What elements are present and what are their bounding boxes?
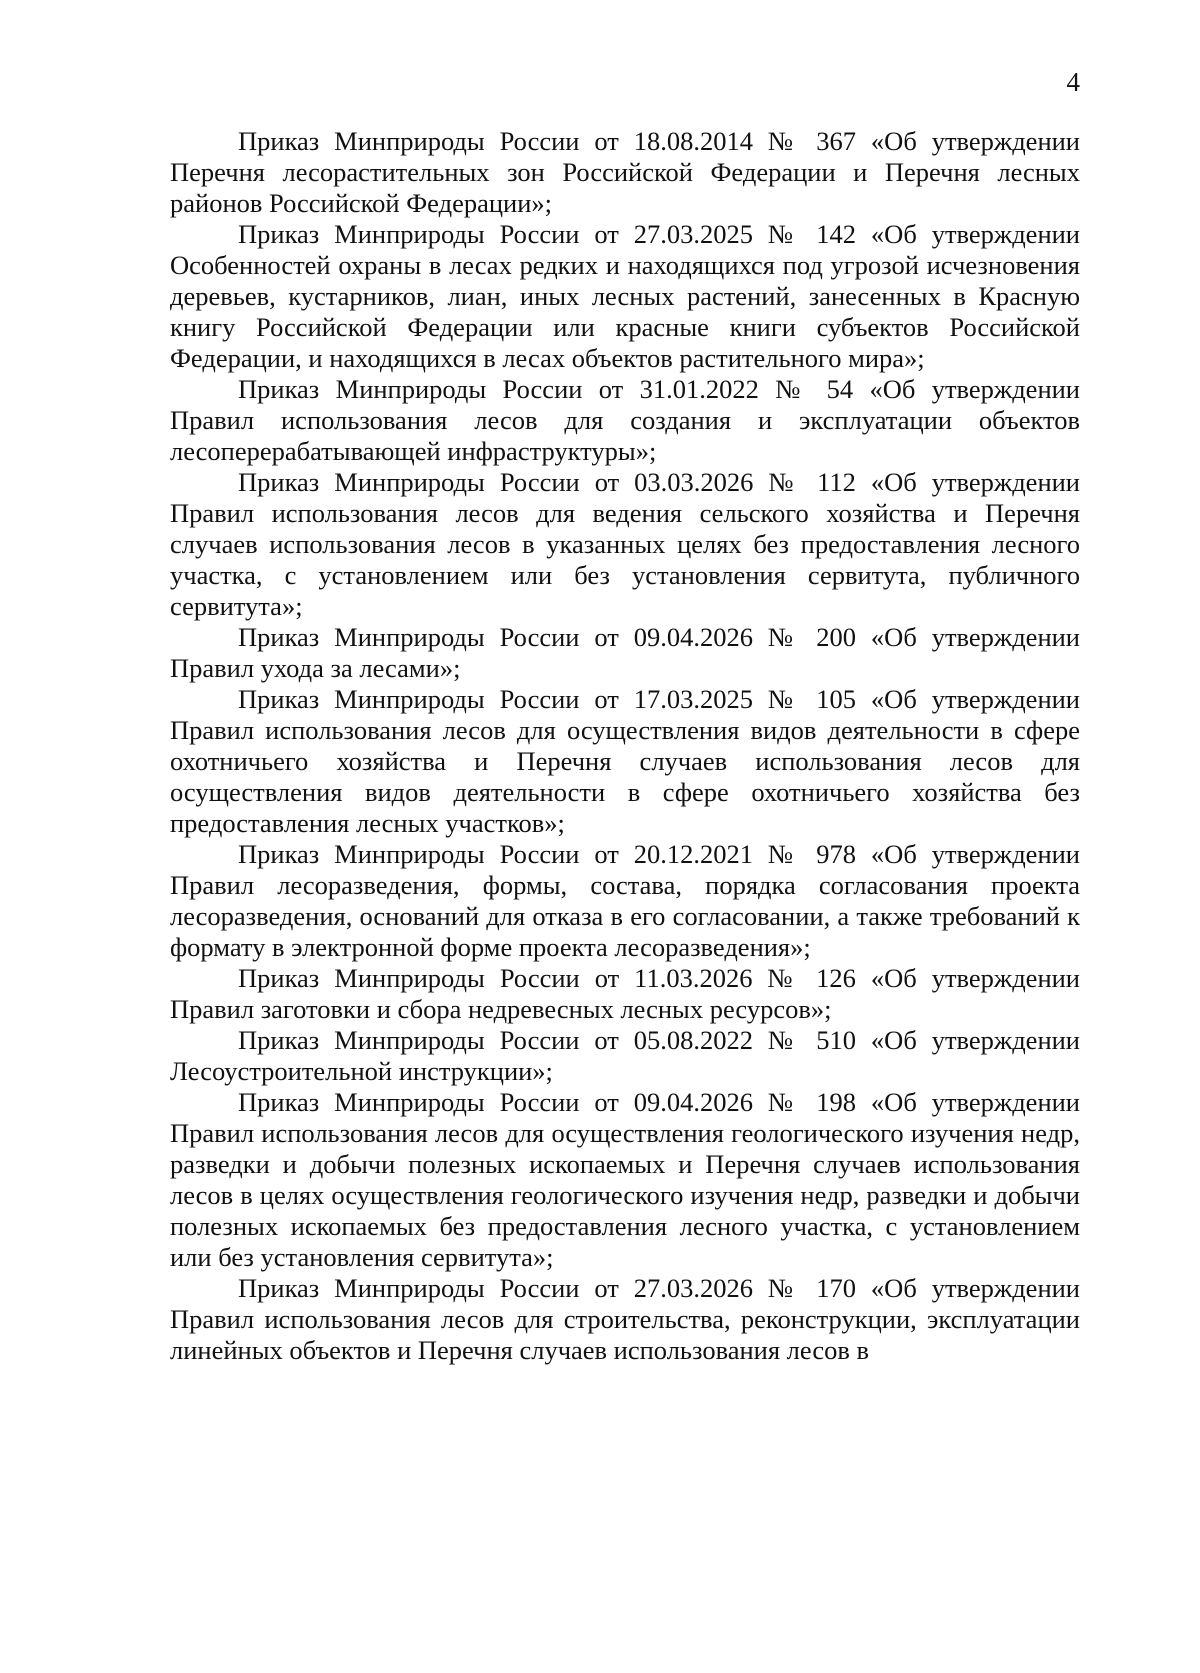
document-body — [170, 126, 1080, 1366]
order-paragraph-9: Приказ Минприроды России от 05.08.2022 № 510 «Об утверждении Лесоустроительной инструкции»; — [170, 1025, 1080, 1086]
order-paragraph-3: Приказ Минприроды России от 31.01.2022 № 54 «Об утверждении Правил использования лесов для создания и эксплуатации объектов лесоперерабатывающей инфраструктуры»; — [170, 374, 1080, 466]
order-paragraph-10: Приказ Минприроды России от 09.04.2026 № 198 «Об утверждении Правил использования лесов для осуществления геологического изучения недр, разведки и добычи полезных ископаемых и Перечня случаев использования лесов в целях осуществления геологического изучения недр, разведки и добычи полезных ископаемых без предоставления лесного участка, с установлением или без установления сервитута»; — [170, 1087, 1080, 1272]
order-paragraph-1: Приказ Минприроды России от 18.08.2014 № 367 «Об утверждении Перечня лесорастительных зон Российской Федерации и Перечня лесных районов Российской Федерации»; — [170, 126, 1080, 218]
order-paragraph-11: Приказ Минприроды России от 27.03.2026 № 170 «Об утверждении Правил использования лесов для строительства, реконструкции, эксплуатации линейных объектов и Перечня случаев использования лесов в — [170, 1273, 1080, 1365]
page-number: 4 — [1066, 67, 1080, 97]
order-paragraph-7: Приказ Минприроды России от 20.12.2021 № 978 «Об утверждении Правил лесоразведения, формы, состава, порядка согласования проекта лесоразведения, оснований для отказа в его согласовании, а также требований к формату в электронной форме проекта лесоразведения»; — [170, 839, 1080, 962]
order-paragraph-4: Приказ Минприроды России от 03.03.2026 № 112 «Об утверждении Правил использования лесов для ведения сельского хозяйства и Перечня случаев использования лесов в указанных целях без предоставления лесного участка, с установлением или без установления сервитута, публичного сервитута»; — [170, 467, 1080, 621]
order-paragraph-6: Приказ Минприроды России от 17.03.2025 № 105 «Об утверждении Правил использования лесов для осуществления видов деятельности в сфере охотничьего хозяйства и Перечня случаев использования лесов для осуществления видов деятельности в сфере охотничьего хозяйства без предоставления лесных участков»; — [170, 684, 1080, 838]
order-paragraph-5: Приказ Минприроды России от 09.04.2026 № 200 «Об утверждении Правил ухода за лесами»; — [170, 622, 1080, 683]
order-paragraph-2: Приказ Минприроды России от 27.03.2025 № 142 «Об утверждении Особенностей охраны в лесах редких и находящихся под угрозой исчезновения деревьев, кустарников, лиан, иных лесных растений, занесенных в Красную книгу Российской Федерации или красные книги субъектов Российской Федерации, и находящихся в лесах объектов растительного мира»; — [170, 219, 1080, 373]
order-paragraph-8: Приказ Минприроды России от 11.03.2026 № 126 «Об утверждении Правил заготовки и сбора недревесных лесных ресурсов»; — [170, 963, 1080, 1024]
